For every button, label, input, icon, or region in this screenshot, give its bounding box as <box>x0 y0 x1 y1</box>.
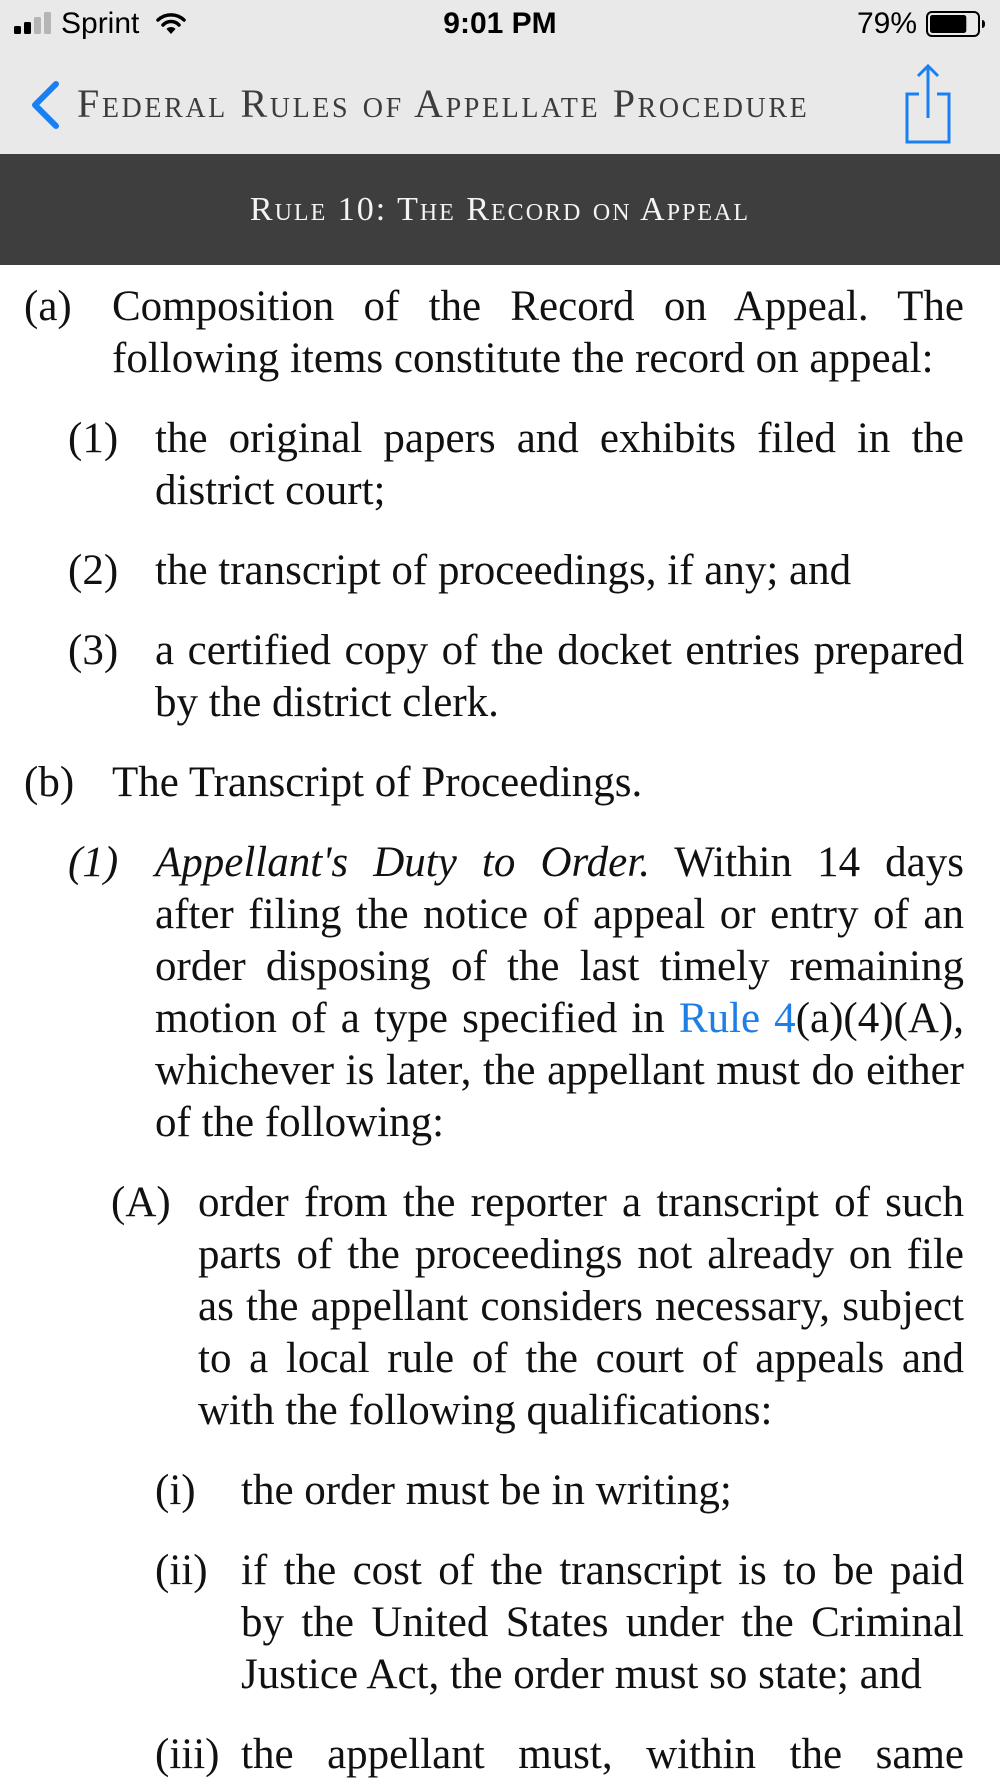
subsection-heading: Appellant's Duty to Order. <box>155 839 650 886</box>
list-label: (A) <box>111 1179 171 1226</box>
list-text: The Transcript of Proceedings. <box>112 759 643 806</box>
list-label: (a) <box>24 283 72 330</box>
carrier-name: Sprint <box>61 7 140 40</box>
paragraph-text: Within 14 days after filing the notice of appeal or entry of an order disposing of the last timely remaining motion of a type specified in <box>155 839 964 1042</box>
share-icon[interactable] <box>903 62 953 146</box>
list-item <box>0 837 1000 1149</box>
list-item <box>0 1177 1000 1437</box>
list-item <box>0 757 1000 809</box>
list-label: (i) <box>155 1467 196 1514</box>
battery-level-fill <box>930 15 966 33</box>
list-label: (iii) <box>155 1731 220 1778</box>
list-text: Composition of the Record on Appeal. The following items constitute the record on appeal: <box>112 283 964 382</box>
navigation-bar <box>0 50 1000 155</box>
list-text: the order must be in writing; <box>241 1467 732 1514</box>
list-item <box>0 1465 1000 1517</box>
chevron-left-icon[interactable] <box>28 80 62 130</box>
list-label: (3) <box>68 627 119 674</box>
list-text: the transcript of proceedings, if any; and <box>155 547 852 594</box>
list-text: the original papers and exhibits filed in the district court; <box>155 415 964 514</box>
list-item <box>0 545 1000 597</box>
list-item <box>0 413 1000 517</box>
list-label: (1) <box>68 839 119 886</box>
list-label: (b) <box>24 759 75 806</box>
list-text: order from the reporter a transcript of such parts of the proceedings not already on file as the appellant considers necessary, subject to a local rule of the court of appeals and with the following qualifications: <box>198 1179 964 1434</box>
list-item <box>0 1729 1000 1778</box>
clock-time: 9:01 PM <box>443 7 557 40</box>
battery-icon <box>926 11 986 37</box>
list-text: a certified copy of the docket entries prepared by the district clerk. <box>155 627 964 726</box>
rule-4-link[interactable]: Rule 4 <box>678 995 796 1042</box>
paragraph-text: (a)(4)(A), whichever is later, the appellant must do either of the following: <box>155 995 964 1146</box>
list-text: the appellant must, within the same <box>241 1731 964 1778</box>
status-bar <box>0 0 1000 50</box>
list-item <box>0 281 1000 385</box>
list-text <box>155 837 964 1149</box>
list-text: if the cost of the transcript is to be paid by the United States under the Criminal Justice Act, the order must so state; and <box>241 1547 964 1698</box>
rule-title-header: Rule 10: The Record on Appeal <box>0 154 1000 265</box>
battery-percent: 79% <box>857 7 918 40</box>
rule-content <box>0 265 1000 1778</box>
list-item <box>0 1545 1000 1701</box>
list-label: (ii) <box>155 1547 208 1594</box>
list-item <box>0 625 1000 729</box>
list-label: (2) <box>68 547 119 594</box>
list-label: (1) <box>68 415 119 462</box>
nav-title: Federal Rules of Appellate Procedure <box>77 81 810 126</box>
